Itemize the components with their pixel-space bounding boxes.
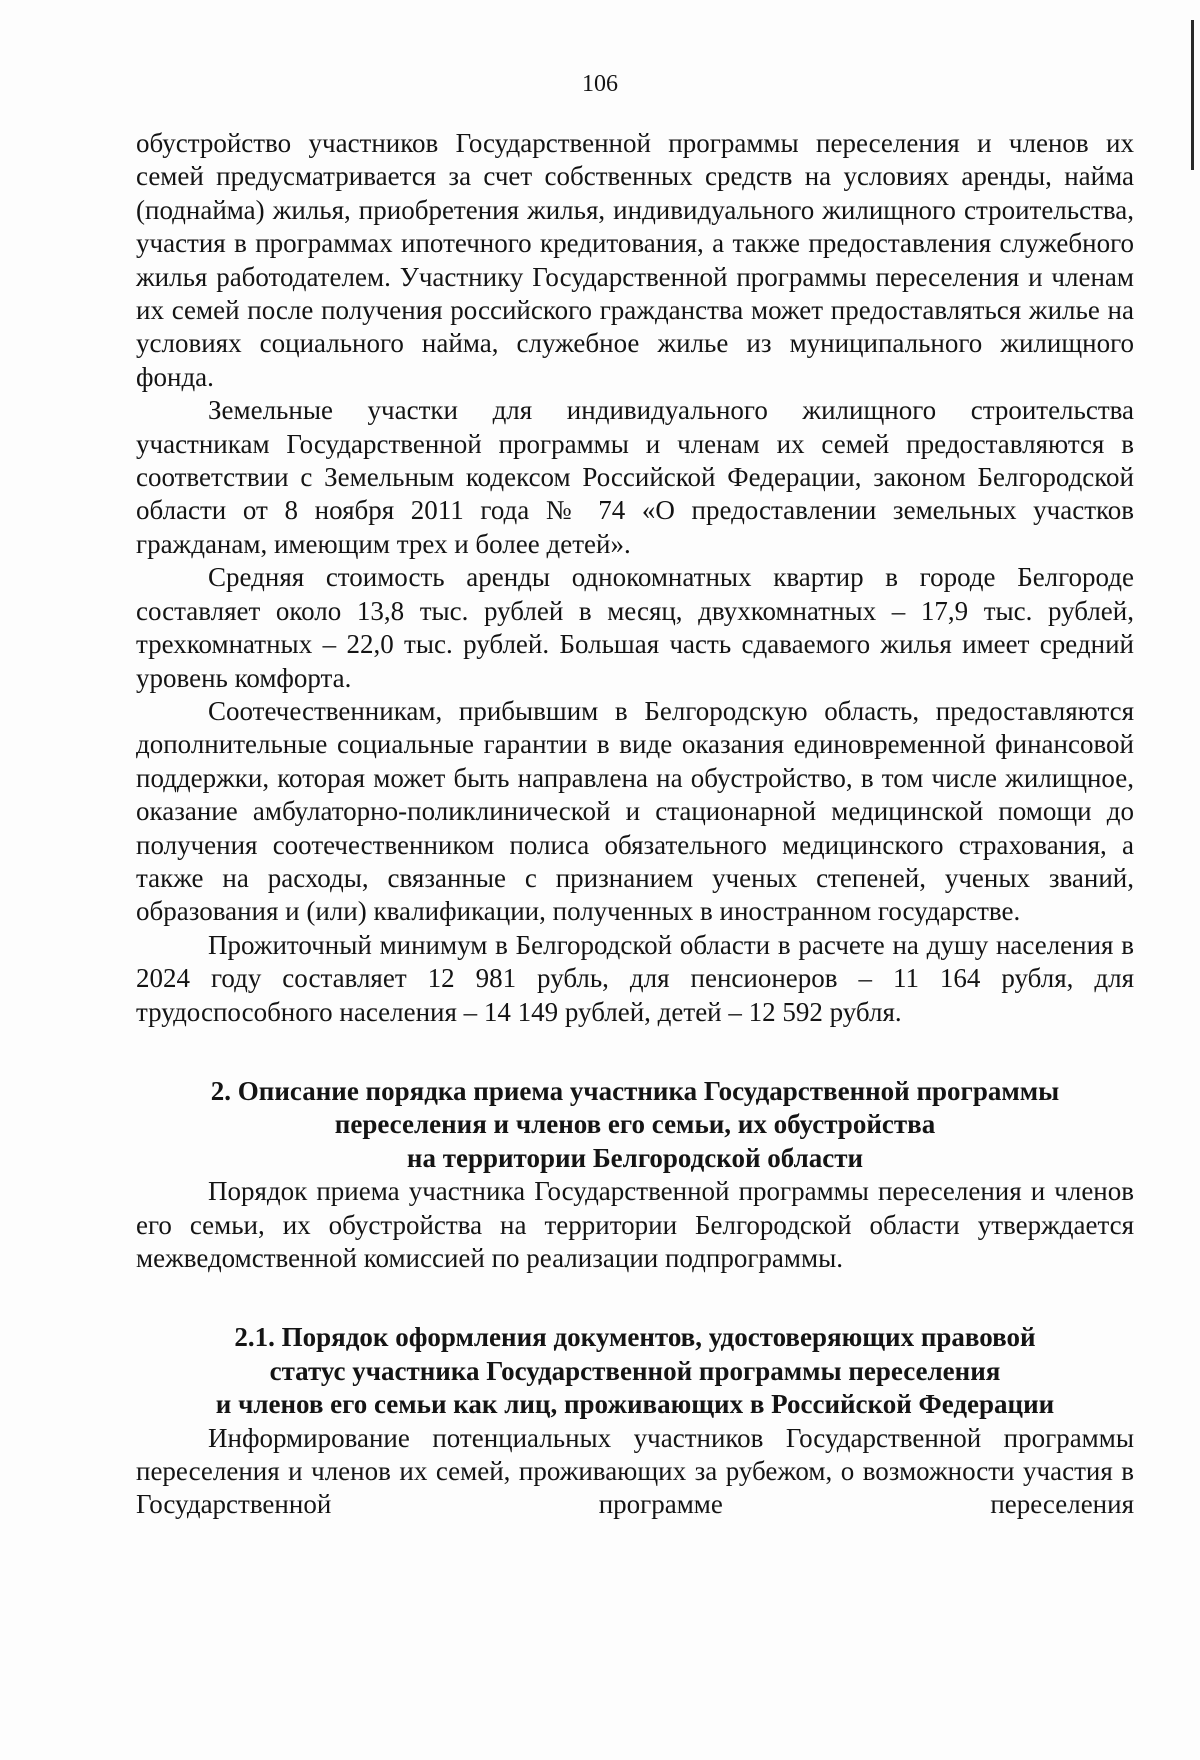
section-2-heading	[136, 1075, 1134, 1175]
section-2-1-heading-line: статус участника Государственной программы переселения	[269, 1355, 1001, 1386]
section-2-1-heading-line: и членов его семьи как лиц, проживающих в Российской Федерации	[215, 1389, 1055, 1420]
paragraph-land-plots: Земельные участки для индивидуального жилищного строительства участникам Государственной программы и членам их семей предоставляются в соответствии с Земельным кодексом Российской Федерации, законом Белгородской области от 8 ноября 2011 года № 74 «О предоставлении земельных участков гражданам, имеющим трех и более детей».	[136, 395, 1134, 559]
paragraph-housing: обустройство участников Государственной программы переселения и членов их семей предусматривается за счет собственных средств на условиях аренды, найма (поднайма) жилья, приобретения жилья, индивидуального жилищного строительства, участия в программах ипотечного кредитования, а также предоставления служебного жилья работодателем. Участнику Государственной программы переселения и членам их семей после получения российского гражданства может предоставляться жилье на условиях социального найма, служебное жилье из муниципального жилищного фонда.	[136, 128, 1134, 392]
paragraph-subsistence-minimum: Прожиточный минимум в Белгородской области в расчете на душу населения в 2024 году составляет 12 981 рубль, для пенсионеров – 11 164 рубля, для трудоспособного населения – 14 149 рублей, детей – 12 592 рубля.	[136, 929, 1134, 1027]
page-number: 106	[582, 71, 618, 97]
section-2-1-paragraph: Информирование потенциальных участников Государственной программы переселения и членов их семей, проживающих за рубежом, о возможности участия в Государственной программе переселения	[136, 1422, 1134, 1520]
document-body	[136, 127, 1134, 1522]
paragraph-social-guarantees: Соотечественникам, прибывшим в Белгородскую область, предоставляются дополнительные социальные гарантии в виде оказания единовременной финансовой поддержки, которая может быть направлена на обустройство, в том числе жилищное, оказание амбулаторно-поликлинической и стационарной медицинской помощи до получения соотечественником полиса обязательного медицинского страхования, а также на расходы, связанные с признанием ученых степеней, ученых званий, образования и (или) квалификации, полученных в иностранном государстве.	[136, 695, 1134, 927]
section-2-heading-line: на территории Белгородской области	[406, 1142, 864, 1173]
section-2-heading-line: переселения и членов его семьи, их обустройства	[334, 1109, 936, 1140]
section-2-paragraph: Порядок приема участника Государственной программы переселения и членов его семьи, их обустройства на территории Белгородской области утверждается межведомственной комиссией по реализации подпрограммы.	[136, 1176, 1134, 1273]
section-2-1-heading	[136, 1321, 1134, 1421]
paragraph-rent-cost: Средняя стоимость аренды однокомнатных квартир в городе Белгороде составляет около 13,8 тыс. рублей в месяц, двухкомнатных – 17,9 тыс. рублей, трехкомнатных – 22,0 тыс. рублей. Большая часть сдаваемого жилья имеет средний уровень комфорта.	[136, 562, 1134, 693]
section-2-heading-line: 2. Описание порядка приема участника Государственной программы	[210, 1075, 1060, 1106]
section-2-1-heading-line: 2.1. Порядок оформления документов, удостоверяющих правовой	[234, 1322, 1036, 1353]
